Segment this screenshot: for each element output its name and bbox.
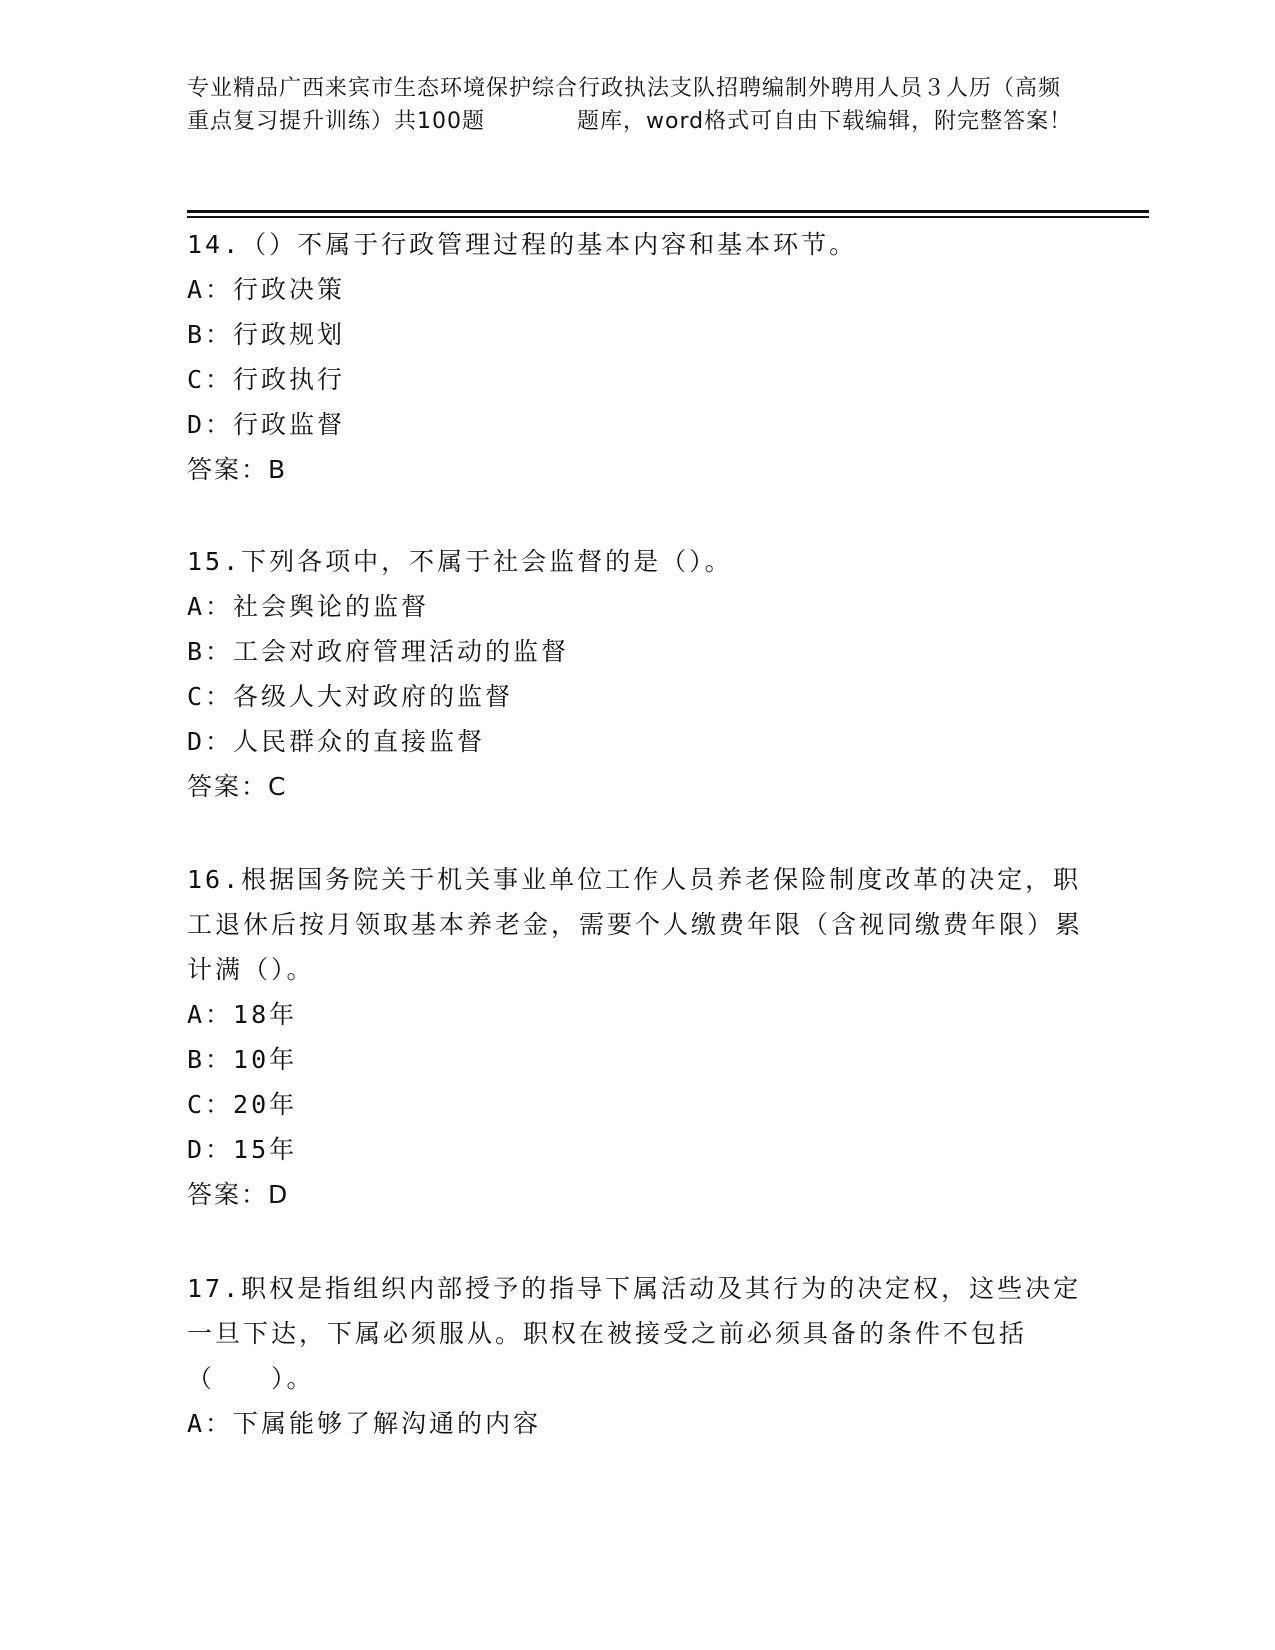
option-b: B：工会对政府管理活动的监督 [187,637,570,666]
question-17 [187,1266,1087,1446]
question-16 [187,857,1087,1217]
question-stem: 17.职权是指组织内部授予的指导下属活动及其行为的决定权，这些决定一旦下达，下属必须服从。职权在被接受之前必须具备的条件不包括（ ）。 [187,1274,1082,1393]
option-d: D：15年 [187,1135,298,1164]
option-c: C：20年 [187,1090,298,1119]
question-14 [187,222,1087,492]
document-header-title: 专业精品广西来宾市生态环境保护综合行政执法支队招聘编制外聘用人员３人历（高频重点复习提升训练）共100题 题库，word格式可自由下载编辑，附完整答案！ [187,76,1073,134]
option-a: A：18年 [187,1000,298,1029]
question-stem: 15.下列各项中，不属于社会监督的是（）。 [187,547,733,576]
question-stem: 14.（）不属于行政管理过程的基本内容和基本环节。 [187,230,858,259]
question-stem: 16.根据国务院关于机关事业单位工作人员养老保险制度改革的决定，职工退休后按月领取基本养老金，需要个人缴费年限（含视同缴费年限）累计满（）。 [187,865,1084,984]
header-divider-thick [187,210,1149,213]
option-b: B：行政规划 [187,320,346,349]
answer-line: 答案：B [187,455,288,484]
option-a: A：社会舆论的监督 [187,592,430,621]
header-divider-thin [187,216,1149,218]
option-a: A：下属能够了解沟通的内容 [187,1409,542,1438]
option-b: B：10年 [187,1045,298,1074]
option-d: D：行政监督 [187,410,346,439]
option-d: D：人民群众的直接监督 [187,727,486,756]
option-c: C：各级人大对政府的监督 [187,682,514,711]
answer-line: 答案：C [187,772,288,801]
answer-line: 答案：D [187,1180,290,1209]
question-15 [187,539,1087,809]
option-a: A：行政决策 [187,275,346,304]
option-c: C：行政执行 [187,365,346,394]
